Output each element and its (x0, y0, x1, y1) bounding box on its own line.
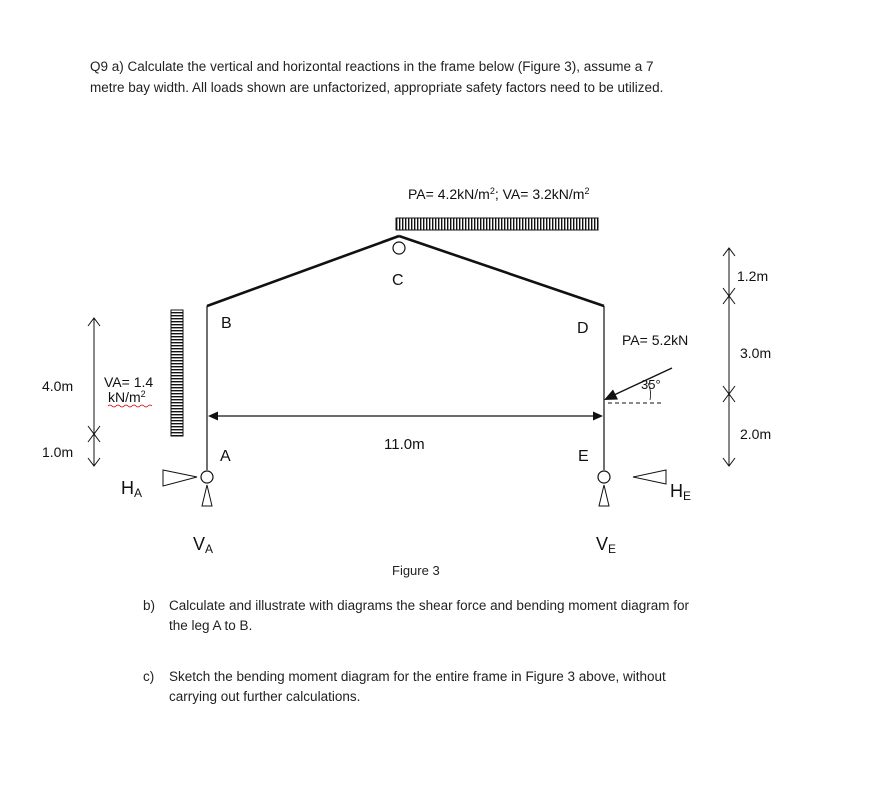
node-label-A: A (220, 448, 231, 465)
right-rafter (399, 236, 604, 306)
node-label-D: D (577, 320, 589, 337)
left-dim-lower: 1.0m (42, 444, 74, 460)
wall-load-label-line1: VA= 1.4 (104, 374, 154, 390)
span-dimension (208, 412, 603, 421)
reaction-VA-label: VA (193, 534, 214, 556)
point-load-arrow (604, 368, 672, 400)
part-c-line1: Sketch the bending moment diagram for the entire frame in Figure 3 above, without (169, 669, 666, 684)
reaction-VA-arrow (202, 485, 212, 506)
reaction-VE-label: VE (596, 534, 617, 556)
right-dim-top: 1.2m (737, 268, 769, 284)
reaction-HA-label: HA (121, 478, 143, 500)
node-label-C: C (392, 272, 404, 289)
wall-load-label-line2: $kN/m^2$ (108, 389, 146, 405)
reaction-VE-arrow (599, 485, 609, 506)
left-dimension-lines (88, 318, 100, 466)
wall-load-underline (108, 405, 152, 407)
span-label: 11.0m (384, 436, 425, 453)
question-text-line-2: metre bay width. All loads shown are unfactorized, appropriate safety factors need to be utilized. (90, 80, 664, 95)
point-load-angle: 35° (641, 377, 661, 392)
part-c (143, 667, 666, 707)
reaction-HA-arrow (163, 470, 197, 486)
right-dim-bottom: 2.0m (740, 426, 772, 442)
right-dimension-lines (723, 248, 735, 466)
hinge-E (598, 471, 610, 483)
question-text-line-1: Q9 a) Calculate the vertical and horizontal reactions in the frame below (Figure 3), assume a 7 (90, 59, 654, 74)
node-label-B: B (221, 315, 232, 332)
part-b-line2: the leg A to B. (169, 618, 253, 633)
hinge-A (201, 471, 213, 483)
part-c-label: c) (143, 669, 155, 684)
reaction-HE-arrow (633, 470, 666, 484)
figure-caption: Figure 3 (392, 563, 440, 578)
part-c-line2: carrying out further calculations. (169, 689, 361, 704)
part-b-line1: Calculate and illustrate with diagrams the shear force and bending moment diagram for (169, 598, 690, 613)
left-rafter (207, 236, 399, 306)
hinge-C (393, 242, 405, 254)
left-dim-upper: 4.0m (42, 378, 74, 394)
roof-load-label: $PA= 4.2kN/m^2$; $VA= 3.2kN/m^2$ (408, 186, 590, 202)
right-dim-mid: 3.0m (740, 345, 772, 361)
roof-load-hatch (396, 218, 598, 230)
part-b (143, 596, 689, 636)
part-b-label: b) (143, 598, 156, 613)
frame-members (207, 236, 604, 470)
node-label-E: E (578, 448, 589, 465)
point-load-label: PA= 5.2kN (622, 332, 689, 348)
wall-load-hatch (171, 310, 183, 436)
reaction-HE-label: HE (670, 481, 692, 503)
